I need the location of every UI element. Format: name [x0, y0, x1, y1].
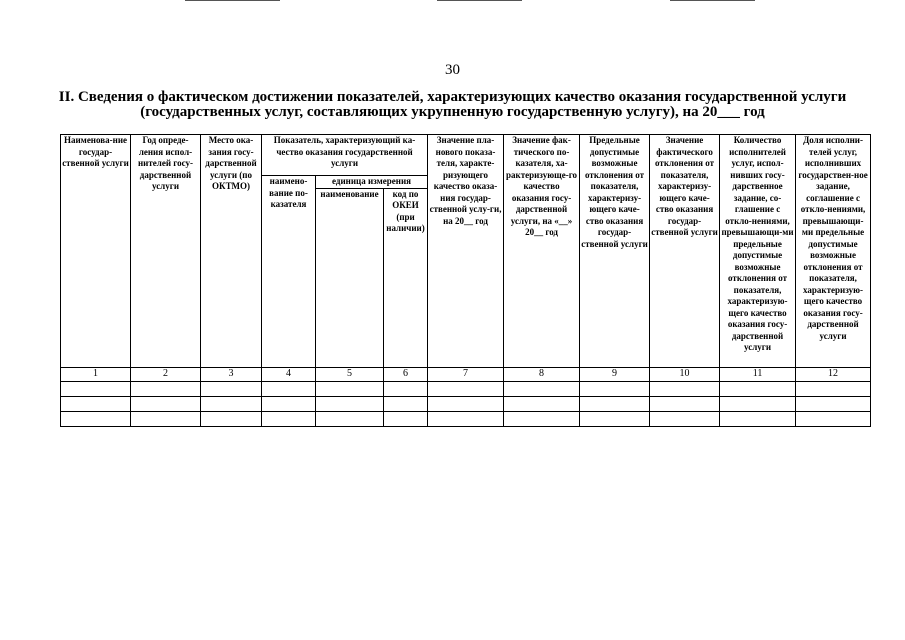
table-cell: [504, 411, 580, 426]
table-cell: [384, 411, 428, 426]
table-cell: [650, 411, 720, 426]
table-cell: [262, 381, 316, 396]
table-cell: [262, 396, 316, 411]
table-cell: [580, 411, 650, 426]
header-year-determined: Год опреде-ления испол-нителей госу-дарственной услуги: [131, 135, 201, 368]
table-cell: [201, 396, 262, 411]
table-cell: [504, 396, 580, 411]
table-cell: [201, 381, 262, 396]
header-unit-of-measure: единица измерения: [316, 176, 428, 189]
table-cell: [428, 411, 504, 426]
quality-indicators-table: [60, 134, 871, 427]
table-row: [61, 411, 871, 426]
table-cell: [720, 411, 796, 426]
header-performers-count: Количество исполнителей услуг, испол-нивших госу-дарственное задание, со-глашение с откло-нениями, превышающи-ми предельные допустимые возможные отклонения от показателя, характеризую-щего качество оказания госу-дарственной услуги: [720, 135, 796, 368]
header-performers-share: Доля исполни-телей услуг, исполнивших государствен-ное задание, соглашение с откло-нениями, превышающи-ми предельные допустимые возможные отклонения от показателя, характеризую-щего качество оказания госу-дарственной услуги: [796, 135, 871, 368]
table-cell: [650, 381, 720, 396]
table-cell: [262, 411, 316, 426]
column-number: 8: [504, 367, 580, 381]
section-title-line-1: II. Сведения о фактическом достижении показателей, характеризующих качество оказания государственной услуги: [58, 89, 847, 105]
column-number: 10: [650, 367, 720, 381]
table-cell: [201, 411, 262, 426]
table-cell: [428, 381, 504, 396]
column-number: 12: [796, 367, 871, 381]
header-quality-indicator: Показатель, характеризующий ка-чество оказания государственной услуги: [262, 135, 428, 176]
top-rule-left: [185, 0, 280, 1]
column-number: 3: [201, 367, 262, 381]
header-actual-deviation: Значение фактического отклонения от показателя, характеризу-ющего каче-ство оказания государ-ственной услуги: [650, 135, 720, 368]
header-allowed-deviation: Предельные допустимые возможные отклонения от показателя, характеризу-ющего каче-ство оказания государ-ственной услуги: [580, 135, 650, 368]
table-cell: [316, 396, 384, 411]
empty-data-rows: [61, 381, 871, 426]
table-row: [61, 381, 871, 396]
table-cell: [131, 381, 201, 396]
table-cell: [131, 396, 201, 411]
table-cell: [428, 396, 504, 411]
table-cell: [720, 396, 796, 411]
table-cell: [384, 396, 428, 411]
top-rule-right: [670, 0, 755, 1]
table-cell: [580, 396, 650, 411]
table-cell: [61, 411, 131, 426]
table-cell: [650, 396, 720, 411]
header-indicator-name: наимено-вание по-казателя: [262, 176, 316, 368]
table-cell: [316, 411, 384, 426]
column-number: 6: [384, 367, 428, 381]
header-planned-value: Значение пла-нового показа-теля, характе-ризующего качество оказа-ния государ-ственной услу-ги, на 20__ год: [428, 135, 504, 368]
section-title-line-2: (государственных услуг, составляющих укрупненную государственную услугу), на 20___ год: [140, 104, 765, 120]
column-number: 1: [61, 367, 131, 381]
top-rule-middle: [437, 0, 522, 1]
table-cell: [720, 381, 796, 396]
column-number: 11: [720, 367, 796, 381]
table-cell: [796, 396, 871, 411]
column-number: 9: [580, 367, 650, 381]
table-cell: [580, 381, 650, 396]
table-cell: [131, 411, 201, 426]
table-cell: [316, 381, 384, 396]
header-unit-name: наименование: [316, 188, 384, 367]
header-okei-code: код по ОКЕИ (при наличии): [384, 188, 428, 367]
column-number-row: [61, 367, 871, 381]
table-row: [61, 396, 871, 411]
table-cell: [384, 381, 428, 396]
table-cell: [796, 411, 871, 426]
header-actual-value: Значение фак-тического по-казателя, ха-рактеризующе-го качество оказания госу-дарственной услуги, на «__» 20__ год: [504, 135, 580, 368]
table-cell: [61, 396, 131, 411]
table-cell: [504, 381, 580, 396]
column-number: 4: [262, 367, 316, 381]
page-number: 30: [445, 62, 460, 78]
column-number: 5: [316, 367, 384, 381]
section-title: [40, 90, 865, 120]
header-service-name: Наименова-ние государ-ственной услуги: [61, 135, 131, 368]
header-service-location: Место ока-зания госу-дарственной услуги (по ОКТМО): [201, 135, 262, 368]
column-number: 7: [428, 367, 504, 381]
table-cell: [796, 381, 871, 396]
table-cell: [61, 381, 131, 396]
column-number: 2: [131, 367, 201, 381]
